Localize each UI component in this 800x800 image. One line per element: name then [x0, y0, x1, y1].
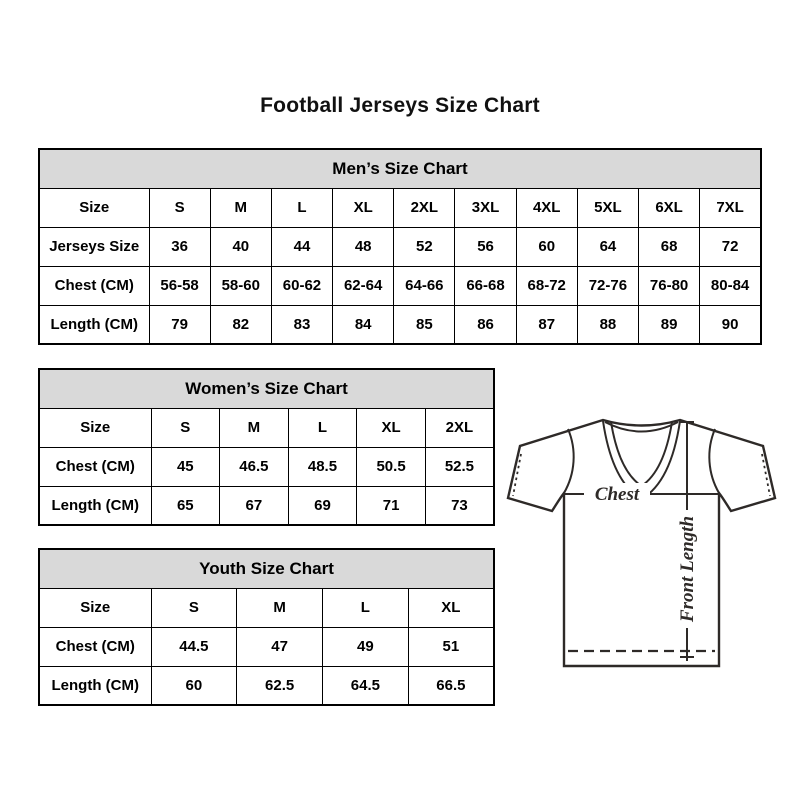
jersey-outline	[508, 420, 775, 666]
value-cell: 60	[516, 227, 577, 266]
value-cell: 44	[271, 227, 332, 266]
value-cell: 46.5	[220, 447, 289, 486]
value-cell: 76-80	[639, 266, 700, 305]
value-cell: 68	[639, 227, 700, 266]
size-column-header: 3XL	[455, 188, 516, 227]
table-row	[39, 666, 494, 705]
value-cell: 60-62	[271, 266, 332, 305]
value-cell: 64.5	[323, 666, 409, 705]
size-column-header: 5XL	[577, 188, 638, 227]
value-cell: 82	[210, 305, 271, 344]
chest-label: Chest	[594, 484, 640, 505]
size-column-header: M	[237, 588, 323, 627]
value-cell: 68-72	[516, 266, 577, 305]
size-column-header: XL	[333, 188, 394, 227]
value-cell: 48.5	[288, 447, 357, 486]
value-cell: 65	[151, 486, 220, 525]
youth-size-table	[38, 548, 495, 706]
size-column-header: M	[210, 188, 271, 227]
value-cell: 36	[149, 227, 210, 266]
value-cell: 67	[220, 486, 289, 525]
size-column-header: 2XL	[394, 188, 455, 227]
row-label: Length (CM)	[39, 486, 151, 525]
table-row	[39, 447, 494, 486]
size-column-header: XL	[408, 588, 494, 627]
jersey-measurement-diagram	[500, 398, 778, 690]
value-cell: 62.5	[237, 666, 323, 705]
row-label: Chest (CM)	[39, 447, 151, 486]
size-column-header: S	[149, 188, 210, 227]
row-label-header: Size	[39, 188, 149, 227]
value-cell: 47	[237, 627, 323, 666]
mens-size-table	[38, 148, 762, 345]
row-label: Length (CM)	[39, 666, 151, 705]
table-title: Youth Size Chart	[39, 549, 494, 588]
table-title-row	[39, 149, 761, 188]
size-column-header: L	[288, 408, 357, 447]
table-header-row	[39, 188, 761, 227]
row-label-header: Size	[39, 408, 151, 447]
value-cell: 79	[149, 305, 210, 344]
value-cell: 66-68	[455, 266, 516, 305]
page-title: Football Jerseys Size Chart	[260, 94, 540, 117]
table-title-row	[39, 549, 494, 588]
value-cell: 66.5	[408, 666, 494, 705]
value-cell: 69	[288, 486, 357, 525]
value-cell: 64	[577, 227, 638, 266]
front-length-label: Front Length	[677, 515, 698, 623]
value-cell: 50.5	[357, 447, 426, 486]
size-column-header: 7XL	[700, 188, 761, 227]
value-cell: 85	[394, 305, 455, 344]
row-label: Jerseys Size	[39, 227, 149, 266]
value-cell: 51	[408, 627, 494, 666]
value-cell: 87	[516, 305, 577, 344]
row-label: Chest (CM)	[39, 627, 151, 666]
value-cell: 48	[333, 227, 394, 266]
row-label: Chest (CM)	[39, 266, 149, 305]
table-row	[39, 305, 761, 344]
value-cell: 72-76	[577, 266, 638, 305]
size-column-header: L	[323, 588, 409, 627]
table-row	[39, 266, 761, 305]
value-cell: 83	[271, 305, 332, 344]
value-cell: 44.5	[151, 627, 237, 666]
right-sleeve-seam	[709, 429, 719, 493]
row-label-header: Size	[39, 588, 151, 627]
table-row	[39, 627, 494, 666]
size-column-header: S	[151, 588, 237, 627]
left-sleeve-seam	[564, 429, 574, 493]
table-row	[39, 227, 761, 266]
size-column-header: XL	[357, 408, 426, 447]
value-cell: 52.5	[425, 447, 494, 486]
table-header-row	[39, 408, 494, 447]
value-cell: 40	[210, 227, 271, 266]
table-header-row	[39, 588, 494, 627]
value-cell: 56-58	[149, 266, 210, 305]
size-column-header: S	[151, 408, 220, 447]
value-cell: 52	[394, 227, 455, 266]
value-cell: 90	[700, 305, 761, 344]
value-cell: 71	[357, 486, 426, 525]
value-cell: 88	[577, 305, 638, 344]
womens-size-table	[38, 368, 495, 526]
size-column-header: M	[220, 408, 289, 447]
value-cell: 73	[425, 486, 494, 525]
value-cell: 84	[333, 305, 394, 344]
size-column-header: L	[271, 188, 332, 227]
table-title-row	[39, 369, 494, 408]
table-title: Men’s Size Chart	[39, 149, 761, 188]
size-column-header: 6XL	[639, 188, 700, 227]
value-cell: 49	[323, 627, 409, 666]
size-column-header: 4XL	[516, 188, 577, 227]
value-cell: 72	[700, 227, 761, 266]
value-cell: 62-64	[333, 266, 394, 305]
value-cell: 56	[455, 227, 516, 266]
value-cell: 58-60	[210, 266, 271, 305]
value-cell: 80-84	[700, 266, 761, 305]
value-cell: 45	[151, 447, 220, 486]
value-cell: 60	[151, 666, 237, 705]
table-row	[39, 486, 494, 525]
row-label: Length (CM)	[39, 305, 149, 344]
table-title: Women’s Size Chart	[39, 369, 494, 408]
size-column-header: 2XL	[425, 408, 494, 447]
value-cell: 86	[455, 305, 516, 344]
value-cell: 64-66	[394, 266, 455, 305]
value-cell: 89	[639, 305, 700, 344]
